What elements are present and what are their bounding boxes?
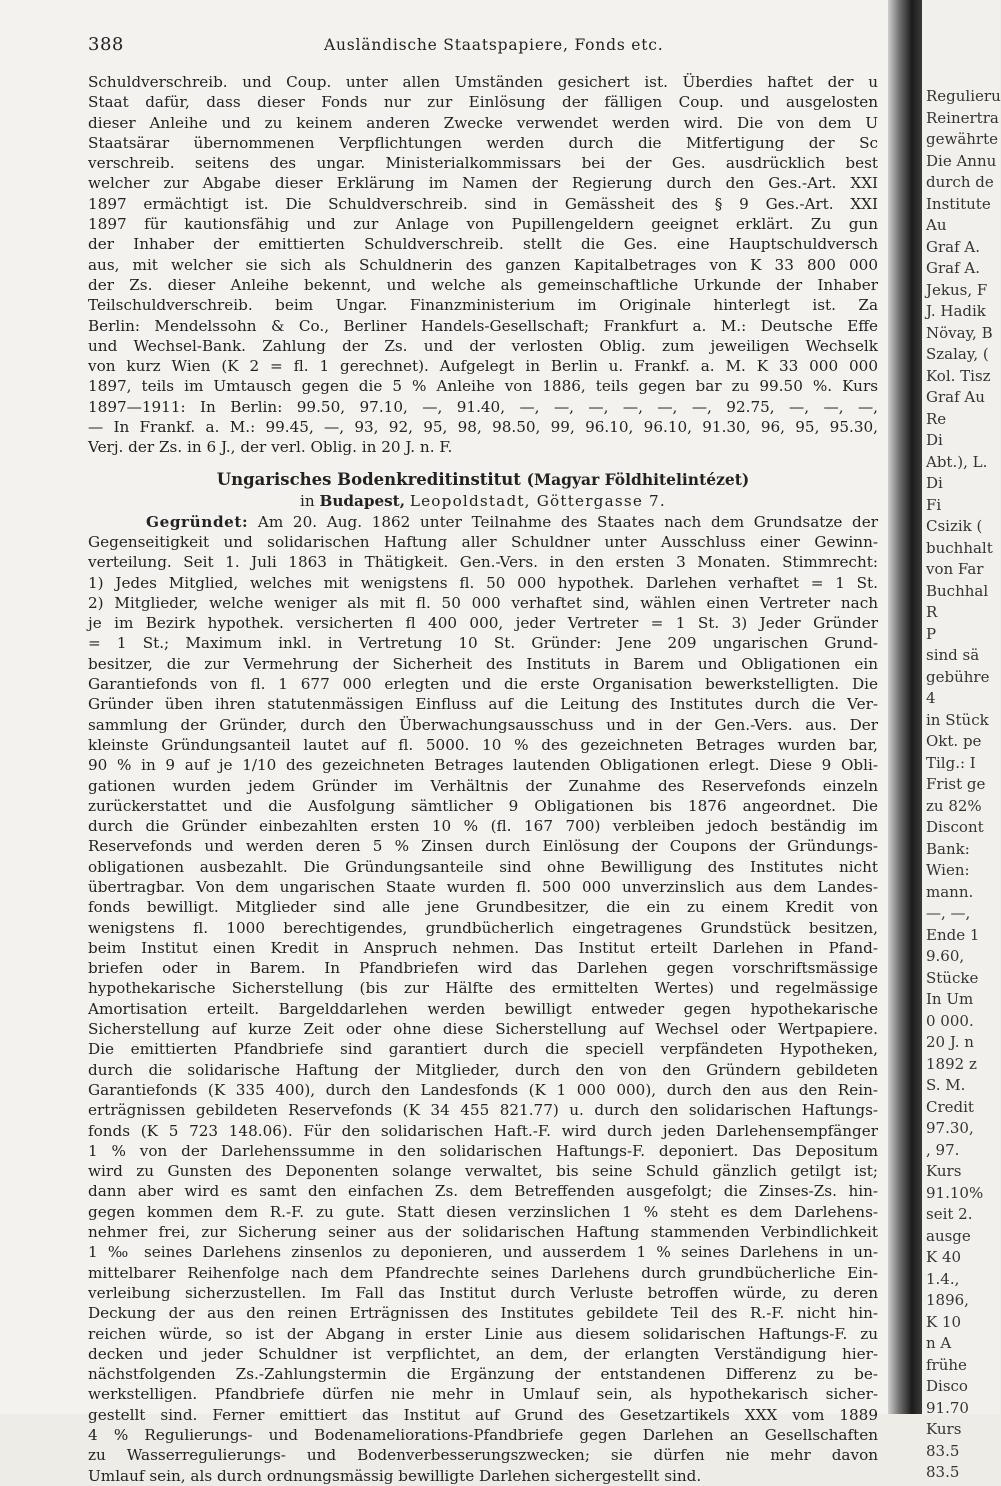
previous-entry-continuation — [88, 72, 878, 458]
text-line: besitzer, die zur Vermehrung der Sicherheit des Instituts in Barem und Obligationen ein — [88, 654, 878, 673]
adjacent-text-fragment: K 40 — [926, 1248, 962, 1266]
adjacent-text-fragment: —, —, — [926, 904, 971, 922]
adjacent-text-fragment: In Um — [926, 990, 974, 1008]
street-address: Leopoldstadt, Göttergasse 7. — [409, 491, 666, 510]
adjacent-text-fragment: , 97. — [926, 1140, 960, 1159]
section-location — [88, 491, 878, 512]
text-line: verteilung. Seit 1. Juli 1863 in Thätigkeit. Gen.-Vers. in den ersten 3 Monaten. Stimmrecht: — [88, 553, 878, 572]
text-line: nächstfolgenden Zs.-Zahlungstermin die Ergänzung der entstandenen Differenz zu be- — [88, 1365, 878, 1384]
adjacent-text-fragment: Növay, B — [926, 323, 993, 342]
text-line: zurückerstattet und die Ausfolgung sämtlicher 9 Obligationen bis 1876 angeordnet. Die — [88, 796, 878, 815]
adjacent-text-fragment: frühe — [926, 1355, 967, 1374]
text-line: 90 % in 9 auf je 1/10 des gezeichneten Betrages lautenden Obligationen erlegt. Diese 9 Obli- — [88, 756, 878, 775]
adjacent-text-fragment: Kurs — [926, 1162, 962, 1180]
section-title — [88, 468, 878, 491]
institution-name: Ungarisches Bodenkreditinstitut — [216, 469, 521, 489]
adjacent-text-fragment: 0 000. — [926, 1011, 974, 1030]
text-line: je im Bezirk hypothek. versicherten fl 400 000, jeder Vertreter = 1 St. 3) Jeder Gründer — [88, 614, 878, 633]
text-line: gationen wurden jedem Gründer im Verhältnis der Zunahme des Reservefonds einzeln — [88, 776, 878, 795]
adjacent-text-fragment: 97.30, — [926, 1119, 974, 1137]
text-line: wird zu Gunsten des Deponenten solange verwaltet, bis seine Schuld gänzlich getilgt ist; — [88, 1162, 878, 1181]
adjacent-text-fragment: Tilg.: I — [926, 753, 976, 772]
text-line: übertragbar. Von dem ungarischen Staate wurden fl. 500 000 unverzinslich aus dem Landes- — [88, 877, 878, 896]
text-line: gegen kommen dem R.-F. zu gute. Statt diesen verzinslichen 1 % steht es dem Darlehens- — [88, 1202, 878, 1221]
text-line: kleinste Gründungsanteil lautet auf fl. 5000. 10 % des gezeichneten Betrages wurden bar, — [88, 735, 878, 754]
section-body — [88, 512, 878, 1486]
founded-label: Gegründet: — [146, 512, 249, 531]
text-line: 1897—1911: In Berlin: 99.50, 97.10, —, 91.40, —, —, —, —, —, —, 92.75, —, —, —, — [88, 397, 878, 416]
city-name: Budapest, — [319, 491, 405, 510]
text-line: Garantiefonds (K 335 400), durch den Landesfonds (K 1 000 000), durch den aus den Rein- — [88, 1080, 878, 1099]
adjacent-text-fragment: 9.60, — [926, 947, 965, 965]
text-line: wenigstens fl. 1000 berechtigendes, grundbücherlich eingetragenes Grundstück besitzen, — [88, 918, 878, 937]
adjacent-text-fragment: gebühre — [926, 667, 990, 686]
adjacent-text-fragment: Graf A. — [926, 237, 981, 256]
adjacent-text-fragment: Okt. pe — [926, 732, 982, 750]
text-line: 1897 ermächtigt ist. Die Schuldverschreib. sind in Gemässheit des § 9 Ges.-Art. XXI — [88, 194, 878, 213]
adjacent-text-fragment: 4 — [926, 689, 936, 707]
page-header — [88, 34, 878, 60]
adjacent-text-fragment: Stücke — [926, 968, 979, 987]
text-line: verleibung sicherzustellen. Im Fall das Institut durch Verluste betroffen würde, zu deren — [88, 1283, 878, 1302]
adjacent-text-fragment: Abt.), L. — [926, 452, 988, 471]
adjacent-text-fragment: Regulieru — [926, 87, 1001, 105]
text-line: 1897 für kautionsfähig und zur Anlage von Pupillengeldern geeignet erklärt. Zu gun — [88, 215, 878, 234]
adjacent-text-fragment: zu 82% — [926, 796, 982, 815]
text-line — [88, 512, 878, 532]
body-text — [88, 72, 878, 1486]
text-line: obligationen ausbezahlt. Die Gründungsanteile sind ohne Bewilligung des Institutes nicht — [88, 857, 878, 876]
text-line: hypothekarische Sicherstellung (bis zur Hälfte des ermittelten Wertes) und regelmässige — [88, 979, 878, 998]
text-line: von kurz Wien (K 2 = fl. 1 gerechnet). Aufgelegt in Berlin u. Frankf. a. M. K 33 000 000 — [88, 357, 878, 376]
adjacent-text-fragment: J. Hadik — [926, 302, 986, 320]
text-line: durch die solidarische Haftung der Mitglieder, durch den von den Gründern gebildeten — [88, 1060, 878, 1079]
text-line: durch die Gründer einbezahlten ersten 10 % (fl. 167 700) verbleiben jedoch beständig im — [88, 817, 878, 836]
text-line: mittelbarer Reihenfolge nach dem Pfandrechte seines Darlehens durch grundbücherliche Ein- — [88, 1263, 878, 1282]
text-line: briefen oder in Barem. In Pfandbriefen wird das Darlehen gegen vorschriftsmässige — [88, 959, 878, 978]
text-line: werkstelligen. Pfandbriefe dürfen nie mehr in Umlauf sein, als hypothekarisch sicher- — [88, 1385, 878, 1404]
text-line: der Inhaber der emittierten Schuldverschreib. stellt die Ges. eine Hauptschuldversch — [88, 235, 878, 254]
text-line: Garantiefonds von fl. 1 677 000 erlegten und die erste Organisation bewerkstelligten. Die — [88, 675, 878, 694]
text-line: Deckung der aus den reinen Erträgnissen des Institutes gebildete Teil des R.-F. nicht hin- — [88, 1304, 878, 1323]
text-line: 4 % Regulierungs- und Bodenameliorations-Pfandbriefe gegen Darlehen an Gesellschaften — [88, 1426, 878, 1444]
adjacent-text-fragment: Jekus, F — [926, 280, 988, 299]
adjacent-text-fragment: in Stück — [926, 710, 989, 729]
founded-text: Am 20. Aug. 1862 unter Teilnahme des Staates nach dem Grundsatze der — [248, 512, 878, 531]
text-line: beim Institut einen Kredit in Anspruch nehmen. Das Institut erteilt Darlehen in Pfand- — [88, 938, 878, 957]
adjacent-text-fragment: Di — [926, 431, 943, 449]
text-line: reichen würde, so ist der Abgang in erster Linie aus diesem solidarischen Haftungs-F. zu — [88, 1324, 878, 1343]
text-line: Teilschuldverschreib. beim Ungar. Finanzministerium im Originale hinterlegt ist. Za — [88, 296, 878, 315]
text-line: Reservefonds und werden deren 5 % Zinsen durch Einlösung der Coupons der Gründungs- — [88, 837, 878, 856]
adjacent-page-text — [922, 0, 1000, 1484]
adjacent-text-fragment: 1896, — [926, 1291, 969, 1309]
text-line: Gegenseitigkeit und solidarischen Haftung aller Schuldner unter Ausschluss einer Gewinn- — [88, 532, 878, 551]
text-line: — In Frankf. a. M.: 99.45, —, 93, 92, 95, 98, 98.50, 99, 96.10, 96.10, 91.30, 96, 95, 95.30, — [88, 418, 878, 437]
adjacent-text-fragment: 83.5 — [926, 1463, 960, 1481]
adjacent-text-fragment: gewährte — [926, 130, 998, 148]
adjacent-text-fragment: Graf A. — [926, 259, 981, 277]
adjacent-text-fragment: Wien: — [926, 861, 970, 879]
text-line: Amortisation erteilt. Bargelddarlehen werden bewilligt entweder gegen hypothekarische — [88, 999, 878, 1018]
text-line: Verj. der Zs. in 6 J., der verl. Oblig. in 20 J. n. F. — [88, 438, 453, 457]
adjacent-text-fragment: Bank: — [926, 839, 970, 858]
text-line: und Wechsel-Bank. Zahlung der Zs. und der verlosten Oblig. zum jeweiligen Wechselk — [88, 336, 878, 355]
book-gutter — [888, 0, 922, 1414]
adjacent-text-fragment: Buchhal — [926, 581, 989, 600]
text-line: fonds bewilligt. Mitglieder sind alle jene Grundbesitzer, die ein zu einem Kredit von — [88, 898, 878, 917]
adjacent-text-fragment: Disco — [926, 1377, 968, 1395]
text-line: gestellt sind. Ferner emittiert das Institut auf Grund des Gesetzartikels XXX vom 1889 — [88, 1405, 878, 1424]
text-line: 1 % von der Darlehenssumme in den solidarischen Haftungs-F. deponiert. Das Depositum — [88, 1141, 878, 1160]
text-line: welcher zur Abgabe dieser Erklärung im Namen der Regierung durch den Ges.-Art. XXI — [88, 174, 878, 193]
adjacent-text-fragment: R — [926, 603, 938, 621]
adjacent-text-fragment: Credit — [926, 1097, 974, 1116]
running-title: Ausländische Staatspapiere, Fonds etc. — [324, 36, 664, 54]
adjacent-text-fragment: Fi — [926, 495, 942, 514]
text-line: decken und jeder Schuldner ist verpflichtet, an dem, der erlangten Verständigung hier- — [88, 1344, 878, 1363]
text-line: sammlung der Gründer, durch den Überwachungsausschuss und in der Gen.-Vers. aus. Der — [88, 715, 878, 734]
institution-alt-name: (Magyar Földhitelintézet) — [526, 469, 750, 489]
adjacent-text-fragment: ausge — [926, 1226, 971, 1245]
adjacent-text-fragment: Graf Au — [926, 388, 985, 406]
adjacent-text-fragment: P — [926, 624, 937, 643]
text-line: 1) Jedes Mitglied, welches mit wenigstens fl. 50 000 hypothek. Darlehen verhaftet = 1 St. — [88, 573, 878, 592]
adjacent-text-fragment: n A — [926, 1334, 952, 1352]
adjacent-text-fragment: Di — [926, 474, 943, 492]
adjacent-text-fragment: Kurs — [926, 1420, 962, 1438]
text-line: der Zs. dieser Anleihe bekennt, und welche als gemeinschaftliche Urkunde der Inhaber — [88, 275, 878, 294]
adjacent-text-fragment: buchhalt — [926, 538, 993, 557]
text-line: = 1 St.; Maximum inkl. in Vertretung 10 St. Gründer: Jene 209 ungarischen Grund- — [88, 634, 878, 653]
adjacent-text-fragment: 91.10% — [926, 1183, 984, 1202]
adjacent-text-fragment: Ende 1 — [926, 925, 980, 944]
adjacent-text-fragment: S. M. — [926, 1076, 966, 1094]
text-line: nehmer frei, zur Sicherung seiner aus der solidarischen Haftung stammenden Verbindlichkeit — [88, 1223, 878, 1242]
adjacent-text-fragment: von Far — [926, 560, 984, 578]
adjacent-text-fragment: Frist ge — [926, 775, 986, 793]
adjacent-text-fragment: Szalay, ( — [926, 345, 989, 363]
adjacent-text-fragment: Discont — [926, 818, 984, 836]
adjacent-text-fragment: sind sä — [926, 646, 980, 664]
text-line: Staat dafür, dass dieser Fonds nur zur Einlösung der fälligen Coup. und ausgelosten — [88, 93, 878, 112]
adjacent-text-fragment: 91.70 — [926, 1398, 969, 1417]
text-line: Die emittierten Pfandbriefe sind garantiert durch die speciell verpfändeten Hypotheken, — [88, 1040, 878, 1059]
page-number: 388 — [88, 34, 124, 55]
adjacent-text-fragment: K 10 — [926, 1312, 962, 1331]
text-line: 2) Mitglieder, welche weniger als mit fl. 50 000 verhaftet sind, wählen einen Vertreter nach — [88, 593, 878, 612]
text-line: verschreib. seitens des ungar. Ministerialkommissars bei der Ges. ausdrücklich best — [88, 154, 878, 173]
adjacent-text-fragment: Csizik ( — [926, 517, 983, 535]
adjacent-text-fragment: 1.4., — [926, 1269, 960, 1288]
text-line: fonds (K 5 723 148.06). Für den solidarischen Haft.-F. wird durch jeden Darlehensempfänger — [88, 1121, 878, 1140]
adjacent-text-fragment: mann. — [926, 882, 974, 901]
adjacent-text-fragment: 20 J. n — [926, 1033, 974, 1051]
location-prefix: in — [300, 491, 315, 510]
text-line: Staatsärar übernommenen Verpflichtungen werden durch die Mitfertigung der Sc — [88, 133, 878, 152]
adjacent-text-fragment: Institute — [926, 194, 991, 213]
adjacent-text-fragment: Re — [926, 409, 947, 428]
adjacent-text-fragment: 1892 z — [926, 1054, 977, 1073]
text-line: 1 ‰ seines Darlehens zinsenlos zu deponieren, und ausserdem 1 % seines Darlehens in un- — [88, 1243, 878, 1262]
adjacent-text-fragment: seit 2. — [926, 1205, 973, 1223]
text-line: Sicherstellung auf kurze Zeit oder ohne diese Sicherstellung auf Wechsel oder Wertpapiere. — [88, 1020, 878, 1039]
adjacent-text-fragment: durch de — [926, 173, 994, 191]
text-line: Schuldverschreib. und Coup. unter allen Umständen gesichert ist. Überdies haftet der u — [88, 73, 878, 91]
adjacent-text-fragment: Reinertra — [926, 108, 999, 127]
text-line: Gründer üben ihren statutenmässigen Einfluss auf die Leitung des Institutes durch die Ver- — [88, 695, 878, 714]
adjacent-page-edge — [922, 0, 1001, 1481]
text-line: erträgnissen gebildeten Reservefonds (K 34 455 821.77) u. durch den solidarischen Haftungs- — [88, 1101, 878, 1120]
text-line: dann aber wird es samt den einfachen Zs. dem Betreffenden ausgefolgt; die Zinses-Zs. hin- — [88, 1182, 878, 1201]
text-line: Umlauf sein, als durch ordnungsmässig bewilligte Darlehen sichergestellt sind. — [88, 1466, 702, 1485]
text-line: dieser Anleihe und zu keinem anderen Zwecke verwendet werden wird. Die von dem U — [88, 113, 878, 132]
adjacent-text-fragment: Die Annu — [926, 151, 997, 170]
text-line: aus, mit welcher sie sich als Schuldnerin des ganzen Kapitalbetrages von K 33 800 000 — [88, 255, 878, 274]
adjacent-text-fragment: Au — [926, 216, 947, 234]
text-line: 1897, teils im Umtausch gegen die 5 % Anleihe von 1886, teils gegen bar zu 99.50 %. Kurs — [88, 377, 878, 396]
text-line: Berlin: Mendelssohn & Co., Berliner Handels-Gesellschaft; Frankfurt a. M.: Deutsche Effe — [88, 316, 878, 335]
adjacent-text-fragment: 83.5 — [926, 1441, 960, 1460]
adjacent-text-fragment: Kol. Tisz — [926, 366, 991, 385]
text-line: zu Wasserregulierungs- und Bodenverbesserungszwecken; sie dürfen nie mehr davon — [88, 1446, 878, 1465]
